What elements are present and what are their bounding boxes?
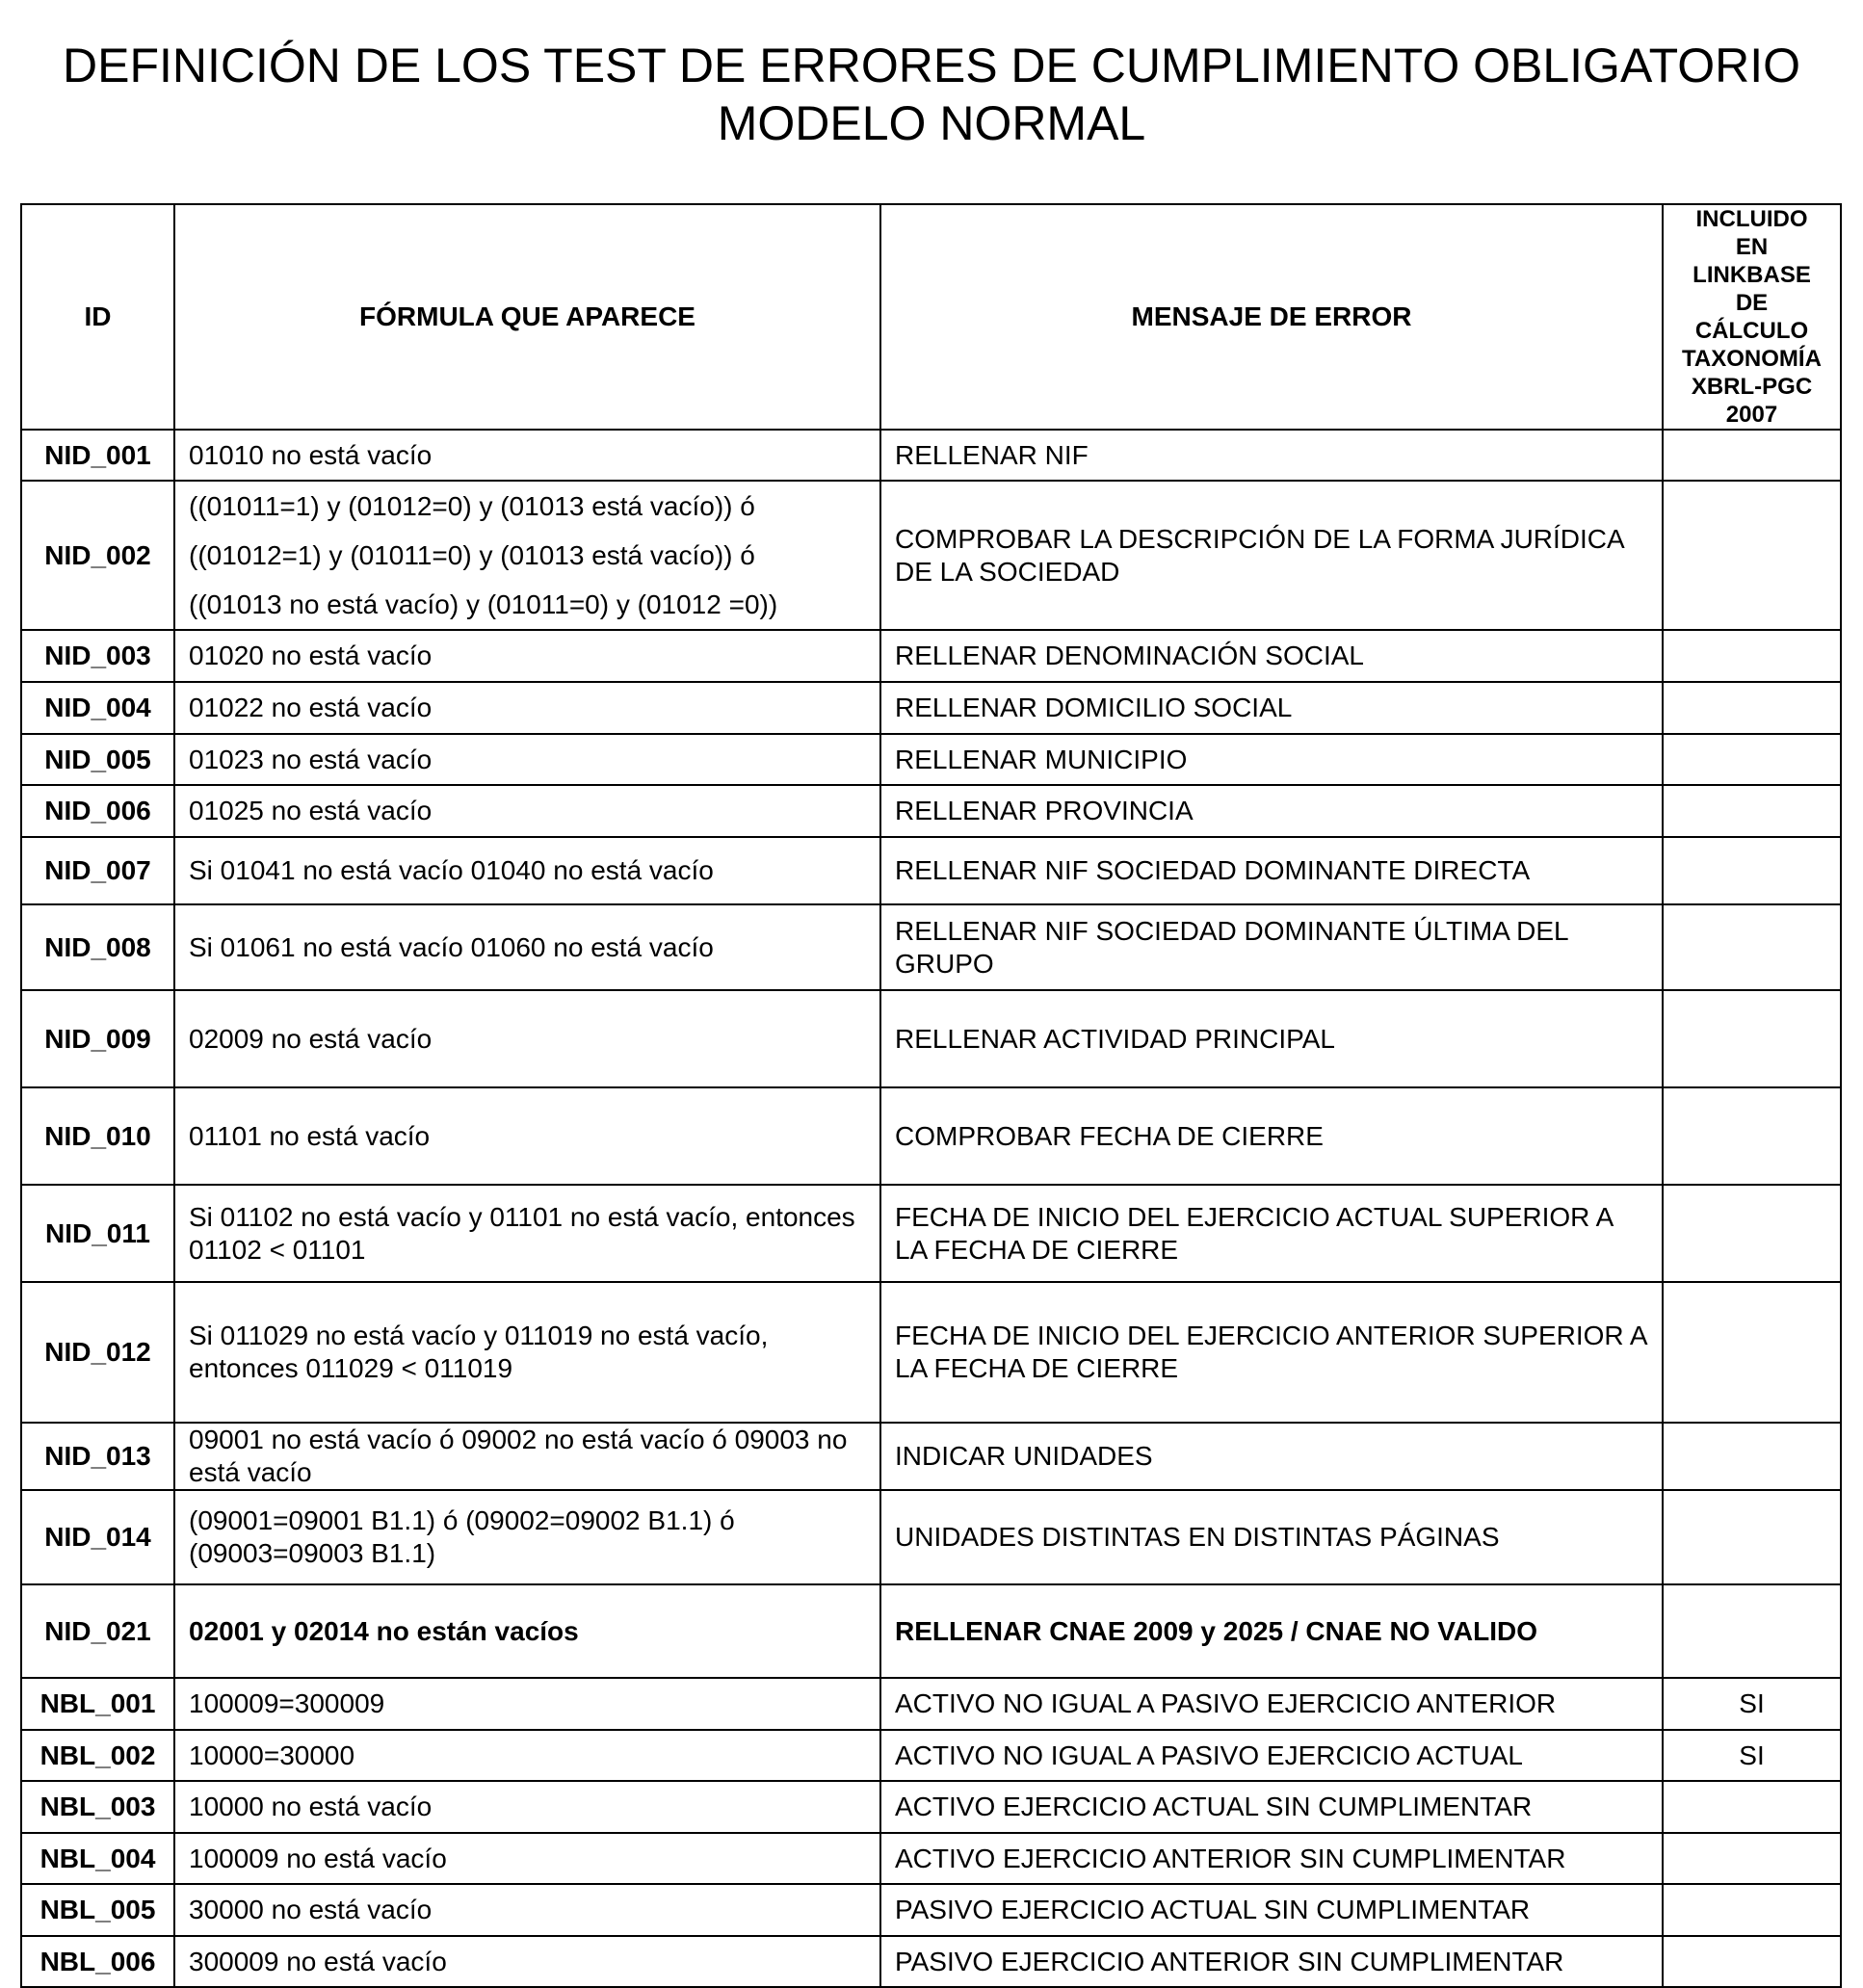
row-id: NID_008: [21, 904, 174, 990]
row-included: [1663, 1282, 1841, 1423]
row-formula: 09001 no está vacío ó 09002 no está vacío ó 09003 no está vacío: [174, 1423, 880, 1490]
row-formula: Si 011029 no está vacío y 011019 no está vacío, entonces 011029 < 011019: [174, 1282, 880, 1423]
row-included: [1663, 904, 1841, 990]
row-included: [1663, 1087, 1841, 1185]
title-line-1: DEFINICIÓN DE LOS TEST DE ERRORES DE CUMPLIMIENTO OBLIGATORIO: [62, 39, 1801, 92]
row-formula: 01025 no está vacío: [174, 785, 880, 837]
row-included: SI: [1663, 1730, 1841, 1781]
header-included-line: 2007: [1725, 402, 1778, 428]
table-row: [21, 1884, 1841, 1936]
row-id: NID_013: [21, 1423, 174, 1490]
row-id: NBL_001: [21, 1678, 174, 1730]
row-message: UNIDADES DISTINTAS EN DISTINTAS PÁGINAS: [880, 1490, 1663, 1584]
row-included: [1663, 630, 1841, 682]
row-included: [1663, 1490, 1841, 1584]
row-formula: Si 01041 no está vacío 01040 no está vacío: [174, 837, 880, 904]
header-included-line: XBRL-PGC: [1691, 374, 1813, 400]
table-row: [21, 1490, 1841, 1584]
header-included-line: CÁLCULO: [1694, 318, 1809, 344]
row-formula: 10000 no está vacío: [174, 1781, 880, 1833]
row-included: [1663, 1423, 1841, 1490]
row-included: [1663, 1584, 1841, 1678]
table-row: [21, 785, 1841, 837]
row-id: NID_003: [21, 630, 174, 682]
row-message: RELLENAR MUNICIPIO: [880, 734, 1663, 785]
table-row: [21, 1584, 1841, 1678]
table-row: [21, 630, 1841, 682]
row-formula: 01010 no está vacío: [174, 430, 880, 481]
row-message: ACTIVO NO IGUAL A PASIVO EJERCICIO ACTUAL: [880, 1730, 1663, 1781]
table-header-row: [21, 204, 1841, 430]
row-formula: Si 01061 no está vacío 01060 no está vacío: [174, 904, 880, 990]
row-message: COMPROBAR FECHA DE CIERRE: [880, 1087, 1663, 1185]
formula-line: ((01012=1) y (01011=0) y (01013 está vacío)) ó: [189, 540, 755, 570]
table-row: [21, 904, 1841, 990]
row-id: NID_006: [21, 785, 174, 837]
table-row: [21, 1282, 1841, 1423]
row-included: [1663, 1884, 1841, 1936]
row-id: NID_011: [21, 1185, 174, 1282]
row-message: FECHA DE INICIO DEL EJERCICIO ANTERIOR SUPERIOR A LA FECHA DE CIERRE: [880, 1282, 1663, 1423]
row-message: ACTIVO NO IGUAL A PASIVO EJERCICIO ANTERIOR: [880, 1678, 1663, 1730]
row-message: RELLENAR DENOMINACIÓN SOCIAL: [880, 630, 1663, 682]
row-included: [1663, 1833, 1841, 1884]
table-row: [21, 837, 1841, 904]
row-message: RELLENAR PROVINCIA: [880, 785, 1663, 837]
table-row: [21, 430, 1841, 481]
table-row: [21, 682, 1841, 734]
table-row: [21, 734, 1841, 785]
row-id: NID_002: [21, 481, 174, 630]
table-row: [21, 481, 1841, 630]
row-formula: [174, 481, 880, 630]
header-id: ID: [21, 204, 174, 430]
row-id: NBL_006: [21, 1936, 174, 1987]
row-message: FECHA DE INICIO DEL EJERCICIO ACTUAL SUPERIOR A LA FECHA DE CIERRE: [880, 1185, 1663, 1282]
row-message: PASIVO EJERCICIO ACTUAL SIN CUMPLIMENTAR: [880, 1884, 1663, 1936]
row-id: NID_010: [21, 1087, 174, 1185]
row-formula: 02009 no está vacío: [174, 990, 880, 1087]
row-formula: 01023 no está vacío: [174, 734, 880, 785]
table-row: [21, 1087, 1841, 1185]
row-id: NID_012: [21, 1282, 174, 1423]
table-row: [21, 1730, 1841, 1781]
table-row: [21, 1678, 1841, 1730]
table-row: [21, 1936, 1841, 1987]
row-included: [1663, 682, 1841, 734]
row-id: NBL_005: [21, 1884, 174, 1936]
table-row: [21, 1185, 1841, 1282]
header-included-line: LINKBASE: [1692, 262, 1811, 288]
row-formula: 300009 no está vacío: [174, 1936, 880, 1987]
row-id: NID_009: [21, 990, 174, 1087]
header-included-line: DE: [1735, 290, 1769, 316]
row-included: [1663, 734, 1841, 785]
row-formula: 100009=300009: [174, 1678, 880, 1730]
row-formula: 100009 no está vacío: [174, 1833, 880, 1884]
error-tests-table: [20, 203, 1842, 1988]
row-id: NID_014: [21, 1490, 174, 1584]
row-included: [1663, 1936, 1841, 1987]
header-included-line: EN: [1735, 234, 1769, 260]
title-line-2: MODELO NORMAL: [717, 96, 1146, 150]
header-included-line: TAXONOMÍA: [1682, 346, 1822, 372]
table-row: [21, 990, 1841, 1087]
row-message: RELLENAR NIF SOCIEDAD DOMINANTE DIRECTA: [880, 837, 1663, 904]
row-message: RELLENAR NIF: [880, 430, 1663, 481]
row-formula: Si 01102 no está vacío y 01101 no está vacío, entonces 01102 < 01101: [174, 1185, 880, 1282]
header-included: [1663, 204, 1841, 430]
formula-line: ((01011=1) y (01012=0) y (01013 está vacío)) ó: [189, 491, 755, 521]
row-id: NID_001: [21, 430, 174, 481]
table-row: [21, 1781, 1841, 1833]
row-formula: 01020 no está vacío: [174, 630, 880, 682]
row-included: [1663, 1185, 1841, 1282]
header-message: MENSAJE DE ERROR: [880, 204, 1663, 430]
row-included: [1663, 785, 1841, 837]
row-formula: 10000=30000: [174, 1730, 880, 1781]
row-included: [1663, 481, 1841, 630]
row-included: [1663, 990, 1841, 1087]
formula-line: ((01013 no está vacío) y (01011=0) y (01012 =0)): [189, 589, 778, 619]
row-formula: 30000 no está vacío: [174, 1884, 880, 1936]
row-id: NBL_003: [21, 1781, 174, 1833]
page-title: [0, 37, 1863, 152]
table-row: [21, 1833, 1841, 1884]
row-id: NID_004: [21, 682, 174, 734]
row-message: PASIVO EJERCICIO ANTERIOR SIN CUMPLIMENTAR: [880, 1936, 1663, 1987]
header-included-line: INCLUIDO: [1695, 206, 1808, 232]
table-row: [21, 1423, 1841, 1490]
row-message: RELLENAR CNAE 2009 y 2025 / CNAE NO VALIDO: [880, 1584, 1663, 1678]
row-message: RELLENAR DOMICILIO SOCIAL: [880, 682, 1663, 734]
row-id: NID_021: [21, 1584, 174, 1678]
row-message: RELLENAR ACTIVIDAD PRINCIPAL: [880, 990, 1663, 1087]
row-included: [1663, 430, 1841, 481]
row-message: COMPROBAR LA DESCRIPCIÓN DE LA FORMA JURÍDICA DE LA SOCIEDAD: [880, 481, 1663, 630]
row-included: [1663, 837, 1841, 904]
row-formula: (09001=09001 B1.1) ó (09002=09002 B1.1) ó (09003=09003 B1.1): [174, 1490, 880, 1584]
row-included: [1663, 1781, 1841, 1833]
header-formula: FÓRMULA QUE APARECE: [174, 204, 880, 430]
row-formula: 01101 no está vacío: [174, 1087, 880, 1185]
row-id: NID_005: [21, 734, 174, 785]
row-id: NID_007: [21, 837, 174, 904]
row-id: NBL_004: [21, 1833, 174, 1884]
row-message: ACTIVO EJERCICIO ANTERIOR SIN CUMPLIMENTAR: [880, 1833, 1663, 1884]
row-id: NBL_002: [21, 1730, 174, 1781]
row-message: RELLENAR NIF SOCIEDAD DOMINANTE ÚLTIMA DEL GRUPO: [880, 904, 1663, 990]
row-included: SI: [1663, 1678, 1841, 1730]
row-message: ACTIVO EJERCICIO ACTUAL SIN CUMPLIMENTAR: [880, 1781, 1663, 1833]
row-message: INDICAR UNIDADES: [880, 1423, 1663, 1490]
row-formula: 01022 no está vacío: [174, 682, 880, 734]
row-formula: 02001 y 02014 no están vacíos: [174, 1584, 880, 1678]
